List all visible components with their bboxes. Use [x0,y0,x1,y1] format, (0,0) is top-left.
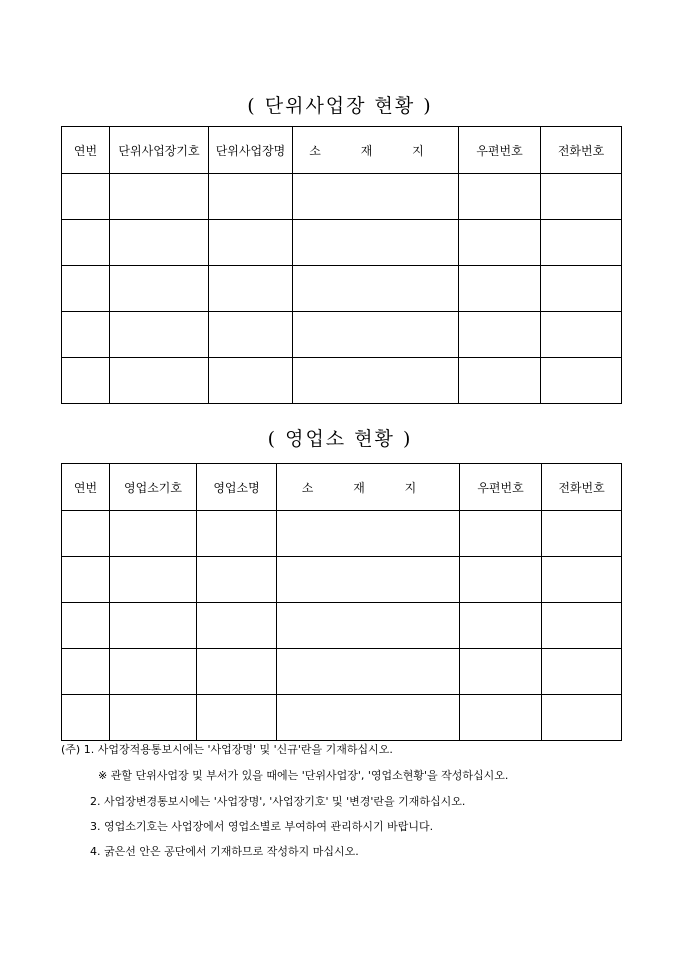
table-cell[interactable] [62,266,110,312]
table-cell[interactable] [277,557,460,603]
offices-status-title: ( 영업소 현황 ) [267,428,413,450]
table-row [62,603,622,649]
table-cell[interactable] [62,312,110,358]
table-cell[interactable] [110,220,209,266]
table-cell[interactable] [293,312,459,358]
table-cell[interactable] [62,557,110,603]
col-header-address: 소 재 지 [293,127,459,174]
table-cell[interactable] [542,695,622,741]
table-cell[interactable] [209,312,293,358]
table-cell[interactable] [460,649,542,695]
table-cell[interactable] [62,174,110,220]
table-cell[interactable] [541,266,622,312]
table-cell[interactable] [459,312,541,358]
offices-status-table [61,463,622,741]
table-cell[interactable] [293,266,459,312]
col-header-office-name: 영업소명 [197,464,277,511]
table-cell[interactable] [110,649,197,695]
table-cell[interactable] [209,266,293,312]
table-cell[interactable] [110,695,197,741]
table-cell[interactable] [197,695,277,741]
col-header-phone: 전화번호 [541,127,622,174]
table-cell[interactable] [293,174,459,220]
table-row [62,220,622,266]
col-header-unit-code: 단위사업장기호 [110,127,209,174]
table-cell[interactable] [293,220,459,266]
table-row [62,174,622,220]
table-cell[interactable] [460,557,542,603]
table-cell[interactable] [110,511,197,557]
table-cell[interactable] [542,649,622,695]
units-status-title: ( 단위사업장 현황 ) [247,95,433,117]
table-cell[interactable] [277,649,460,695]
note-2: 2. 사업장변경통보시에는 '사업장명', '사업장기호' 및 '변경'란을 기재하십시오. [90,795,466,808]
col-header-office-code: 영업소기호 [110,464,197,511]
table-cell[interactable] [62,358,110,404]
col-header-postal-code: 우편번호 [459,127,541,174]
table-cell[interactable] [277,695,460,741]
table-cell[interactable] [541,358,622,404]
table-cell[interactable] [293,358,459,404]
table-cell[interactable] [460,695,542,741]
table-cell[interactable] [277,603,460,649]
table-header-row [62,127,622,174]
table-row [62,266,622,312]
table-cell[interactable] [541,220,622,266]
table-row [62,358,622,404]
note-4: 4. 굵은선 안은 공단에서 기재하므로 작성하지 마십시오. [90,845,359,858]
table-cell[interactable] [110,312,209,358]
table-cell[interactable] [277,511,460,557]
table-cell[interactable] [542,511,622,557]
table-row [62,312,622,358]
table-row [62,649,622,695]
table-cell[interactable] [197,511,277,557]
table-cell[interactable] [459,220,541,266]
table-row [62,557,622,603]
table-cell[interactable] [542,557,622,603]
table-cell[interactable] [459,358,541,404]
col-header-serial: 연번 [62,464,110,511]
table-cell[interactable] [110,557,197,603]
table-cell[interactable] [62,649,110,695]
table-cell[interactable] [110,603,197,649]
table-cell[interactable] [460,603,542,649]
table-cell[interactable] [460,511,542,557]
table-cell[interactable] [459,174,541,220]
table-cell[interactable] [197,649,277,695]
table-cell[interactable] [209,358,293,404]
table-cell[interactable] [62,695,110,741]
table-cell[interactable] [209,220,293,266]
col-header-phone: 전화번호 [542,464,622,511]
table-cell[interactable] [110,266,209,312]
units-status-table [61,126,622,404]
table-cell[interactable] [541,174,622,220]
table-header-row [62,464,622,511]
col-header-unit-name: 단위사업장명 [209,127,293,174]
note-1: (주) 1. 사업장적용통보시에는 '사업장명' 및 '신규'란을 기재하십시오. [61,743,393,756]
table-cell[interactable] [197,603,277,649]
table-cell[interactable] [110,358,209,404]
table-cell[interactable] [62,603,110,649]
table-cell[interactable] [209,174,293,220]
table-cell[interactable] [110,174,209,220]
col-header-serial: 연번 [62,127,110,174]
table-cell[interactable] [459,266,541,312]
col-header-address: 소 재 지 [277,464,460,511]
note-3: 3. 영업소기호는 사업장에서 영업소별로 부여하여 관리하시기 바랍니다. [90,820,434,833]
table-row [62,511,622,557]
col-header-postal-code: 우편번호 [460,464,542,511]
table-cell[interactable] [542,603,622,649]
table-cell[interactable] [62,220,110,266]
table-cell[interactable] [197,557,277,603]
table-cell[interactable] [62,511,110,557]
note-asterisk: ※ 관할 단위사업장 및 부서가 있을 때에는 '단위사업장', '영업소현황'을 작성하십시오. [98,769,509,782]
table-cell[interactable] [541,312,622,358]
table-row [62,695,622,741]
